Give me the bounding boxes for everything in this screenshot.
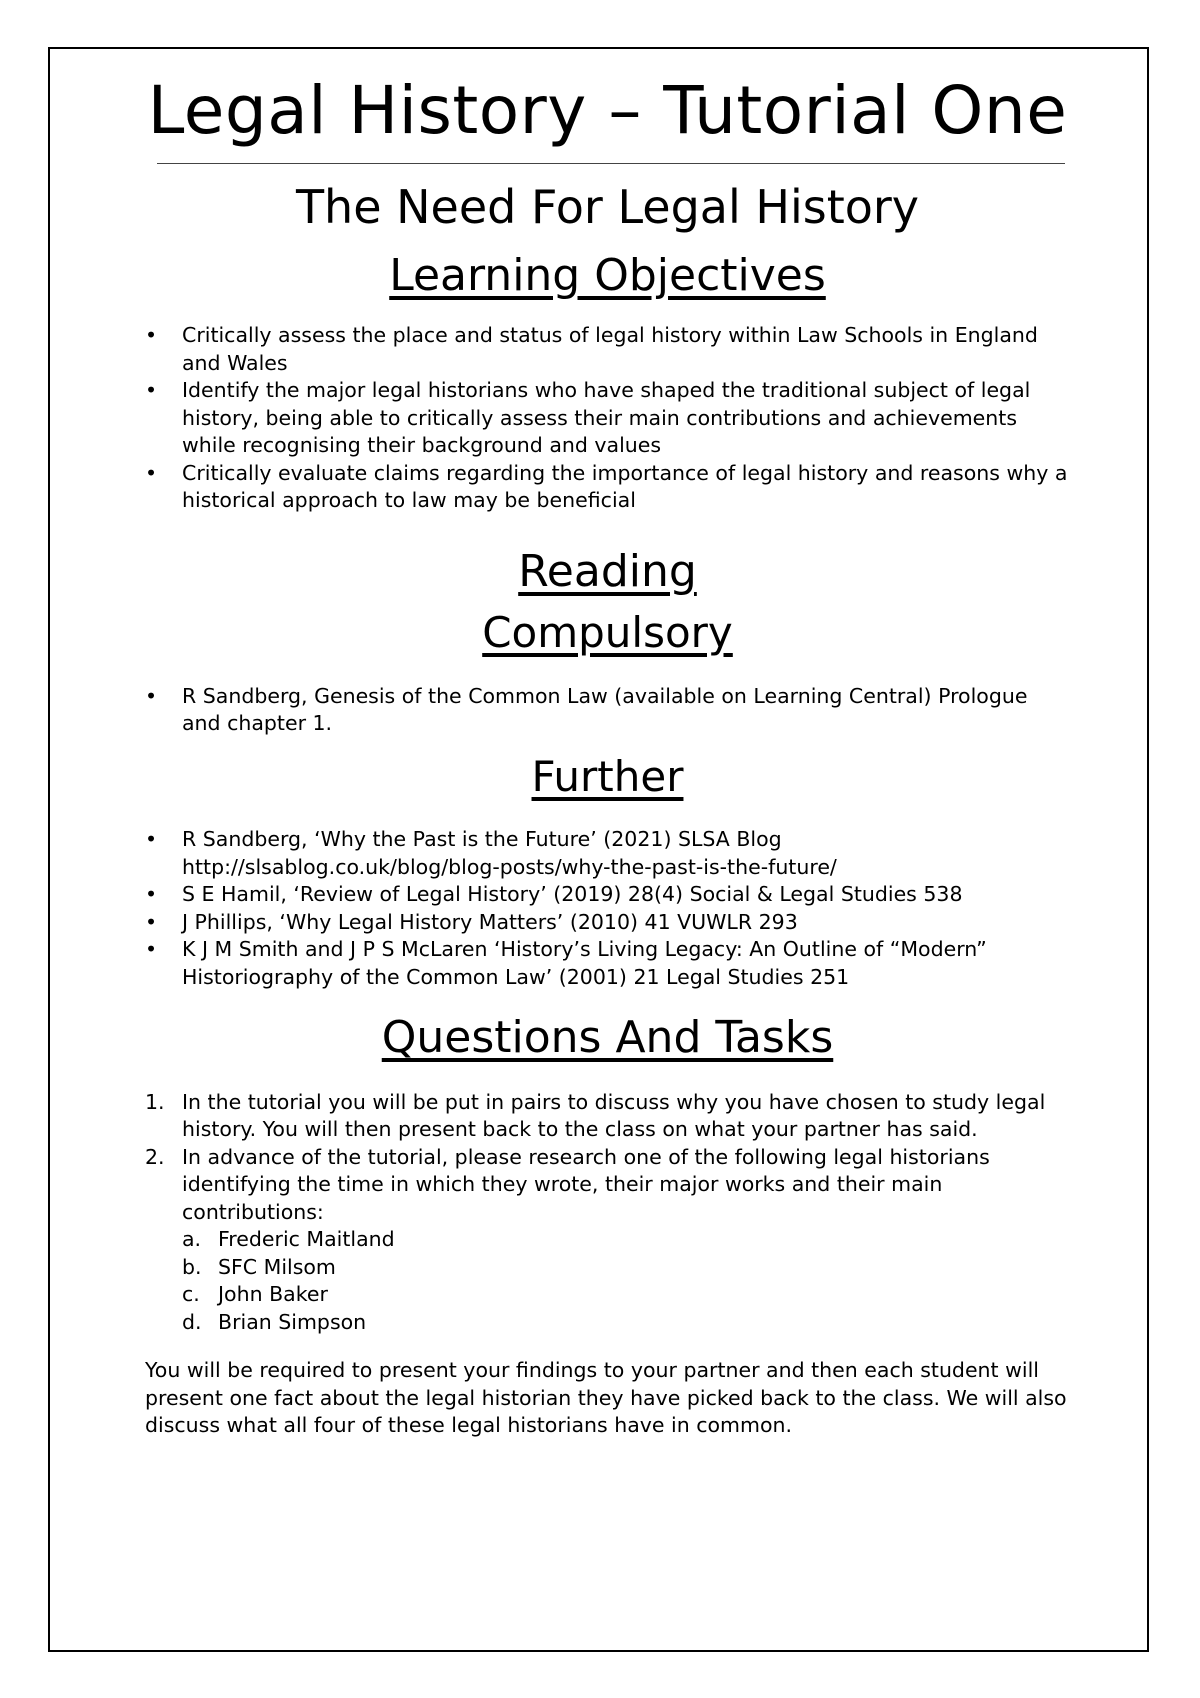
list-letter: c. [182, 1282, 200, 1307]
historian-item: a. Frederic Maitland [145, 1226, 1070, 1254]
compulsory-reading-list [145, 683, 1070, 738]
list-letter: a. [182, 1227, 202, 1252]
bullet-icon: • [145, 882, 158, 907]
historian-item: b. SFC Milsom [145, 1254, 1070, 1282]
closing-paragraph: You will be required to present your findings to your partner and then each student will present one fact about the legal historian they have picked back to the class. We will also discuss what all four of these legal historians have in common. [145, 1358, 1067, 1438]
questions-heading: Questions And Tasks [381, 1012, 834, 1064]
historian-item: d. Brian Simpson [145, 1309, 1070, 1337]
list-item: • R Sandberg, Genesis of the Common Law (available on Learning Central) Prologue and chapter 1. [145, 683, 1028, 736]
list-number: 1. [145, 1089, 165, 1114]
document-body [145, 70, 1070, 1440]
further-reading-list [145, 826, 1070, 991]
list-item: • S E Hamil, ‘Review of Legal History’ (2019) 28(4) Social & Legal Studies 538 [145, 881, 1070, 909]
learning-objectives-heading: Learning Objectives [389, 250, 826, 302]
reading-heading: Reading [518, 545, 697, 597]
historian-item: c. John Baker [145, 1281, 1070, 1309]
document-subtitle: The Need For Legal History [295, 179, 920, 234]
list-item: • K J M Smith and J P S McLaren ‘History’s Living Legacy: An Outline of “Modern” Historiography of the Common Law’ (2001) 21 Legal Studies 251 [145, 937, 987, 989]
compulsory-heading: Compulsory [482, 608, 733, 658]
list-number: 2. [145, 1144, 165, 1169]
list-item: • Identify the major legal historians who have shaped the traditional subject of legal history, being able to critically assess their main contributions and achievements while recognising their background and values [145, 378, 1031, 458]
bullet-icon: • [145, 909, 158, 934]
list-letter: d. [182, 1309, 202, 1334]
bullet-icon: • [145, 827, 158, 852]
list-item: • Critically assess the place and status of legal history within Law Schools in England and Wales [145, 323, 1038, 375]
bullet-icon: • [145, 378, 158, 403]
learning-objectives-list [145, 322, 1070, 515]
bullet-icon: • [145, 460, 158, 485]
list-item: • Critically evaluate claims regarding the importance of legal history and reasons why a historical approach to law may be beneficial [145, 460, 1068, 513]
list-letter: b. [182, 1254, 202, 1279]
bullet-icon: • [145, 683, 158, 708]
bullet-icon: • [145, 323, 158, 348]
document-title: Legal History – Tutorial One [147, 72, 1068, 149]
title-divider [157, 163, 1065, 164]
further-heading: Further [531, 751, 684, 801]
questions-list [145, 1089, 1070, 1337]
list-item: • J Phillips, ‘Why Legal History Matters’ (2010) 41 VUWLR 293 [145, 909, 1070, 937]
question-item: 2. In advance of the tutorial, please research one of the following legal historians identifying the time in which they wrote, their major works and their main contributions: a. Frederic Maitland b. SFC Milsom c. John Baker d. Brian Simpson [145, 1144, 1070, 1337]
question-item: 1. In the tutorial you will be put in pairs to discuss why you have chosen to study legal history. You will then present back to the class on what your partner has said. [145, 1089, 1046, 1142]
bullet-icon: • [145, 937, 158, 962]
historians-list [182, 1226, 1070, 1336]
list-item: • R Sandberg, ‘Why the Past is the Future’ (2021) SLSA Blog http://slsablog.co.uk/blog/blog-posts/why-the-past-is-the-future/ [145, 827, 837, 879]
